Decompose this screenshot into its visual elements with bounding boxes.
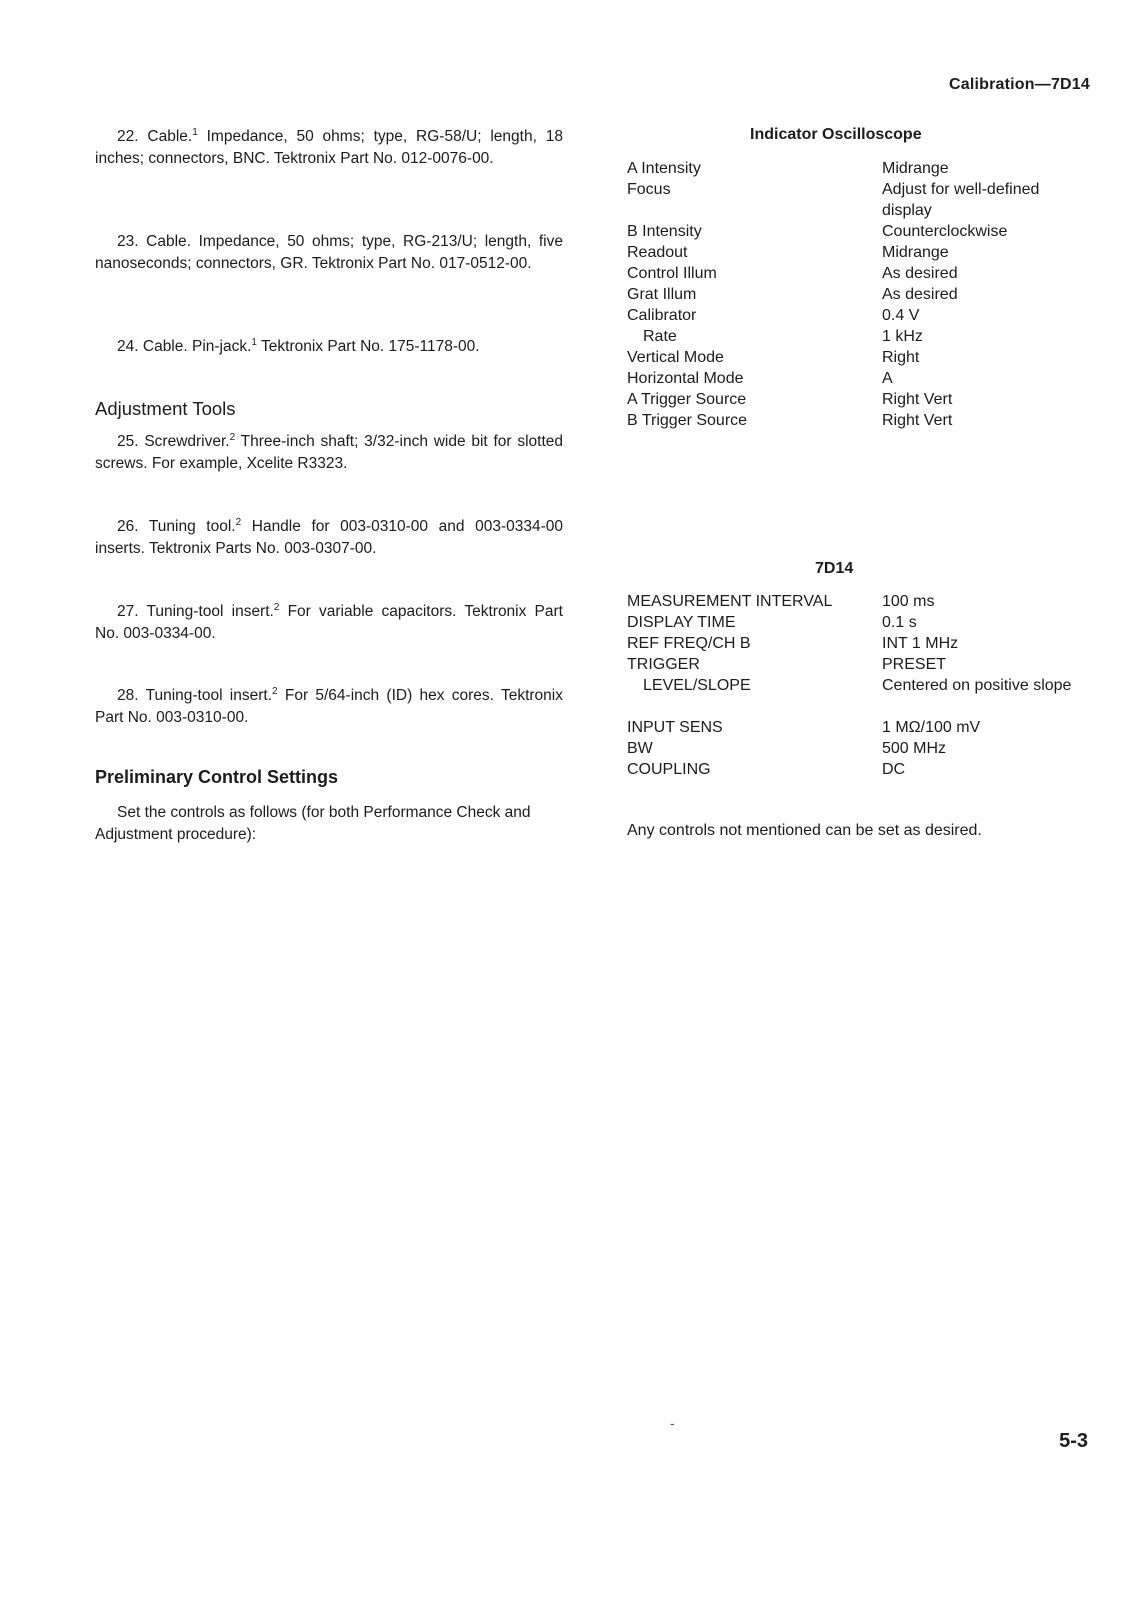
tool-list-item: 28. Tuning-tool insert.$^2$ For 5/64-inch (ID) hex cores. Tektronix Part No. 003-0310-00.	[95, 685, 563, 726]
page-mark: -	[670, 1415, 675, 1431]
tool-list-item: 27. Tuning-tool insert.$^2$ For variable capacitors. Tektronix Part No. 003-0334-00.	[95, 601, 563, 642]
plugin-table-title: 7D14	[815, 560, 854, 577]
tool-list-item: 25. Screwdriver.$^2$ Three-inch shaft; 3/32-inch wide bit for slotted screws. For example, Xcelite R3323.	[95, 431, 563, 472]
parts-list-item: 23. Cable. Impedance, 50 ohms; type, RG-213/U; length, five nanoseconds; connectors, GR. Tektronix Part No. 017-0512-00.	[95, 233, 563, 272]
parts-list-item: 22. Cable.$^1$ Impedance, 50 ohms; type, RG-58/U; length, 18 inches; connectors, BNC. Tektronix Part No. 012-0076-00.	[95, 126, 563, 167]
section-heading-preliminary-settings: Preliminary Control Settings	[95, 767, 339, 787]
indicator-table-title: Indicator Oscilloscope	[750, 126, 922, 143]
page-number: 5-3	[1059, 1430, 1088, 1452]
page-header-title: Calibration—7D14	[948, 76, 1090, 93]
prelim-instructions: Set the controls as follows (for both Performance Check and Adjustment procedure):	[95, 804, 531, 843]
tool-list-item: 26. Tuning tool.$^2$ Handle for 003-0310-00 and 003-0334-00 inserts. Tektronix Parts No. 003-0307-00.	[95, 516, 563, 557]
controls-note: Any controls not mentioned can be set as desired.	[627, 822, 982, 839]
parts-list-item: 24. Cable. Pin-jack.$^1$ Tektronix Part No. 175-1178-00.	[117, 336, 480, 355]
section-heading-adjustment-tools: Adjustment Tools	[95, 398, 236, 419]
